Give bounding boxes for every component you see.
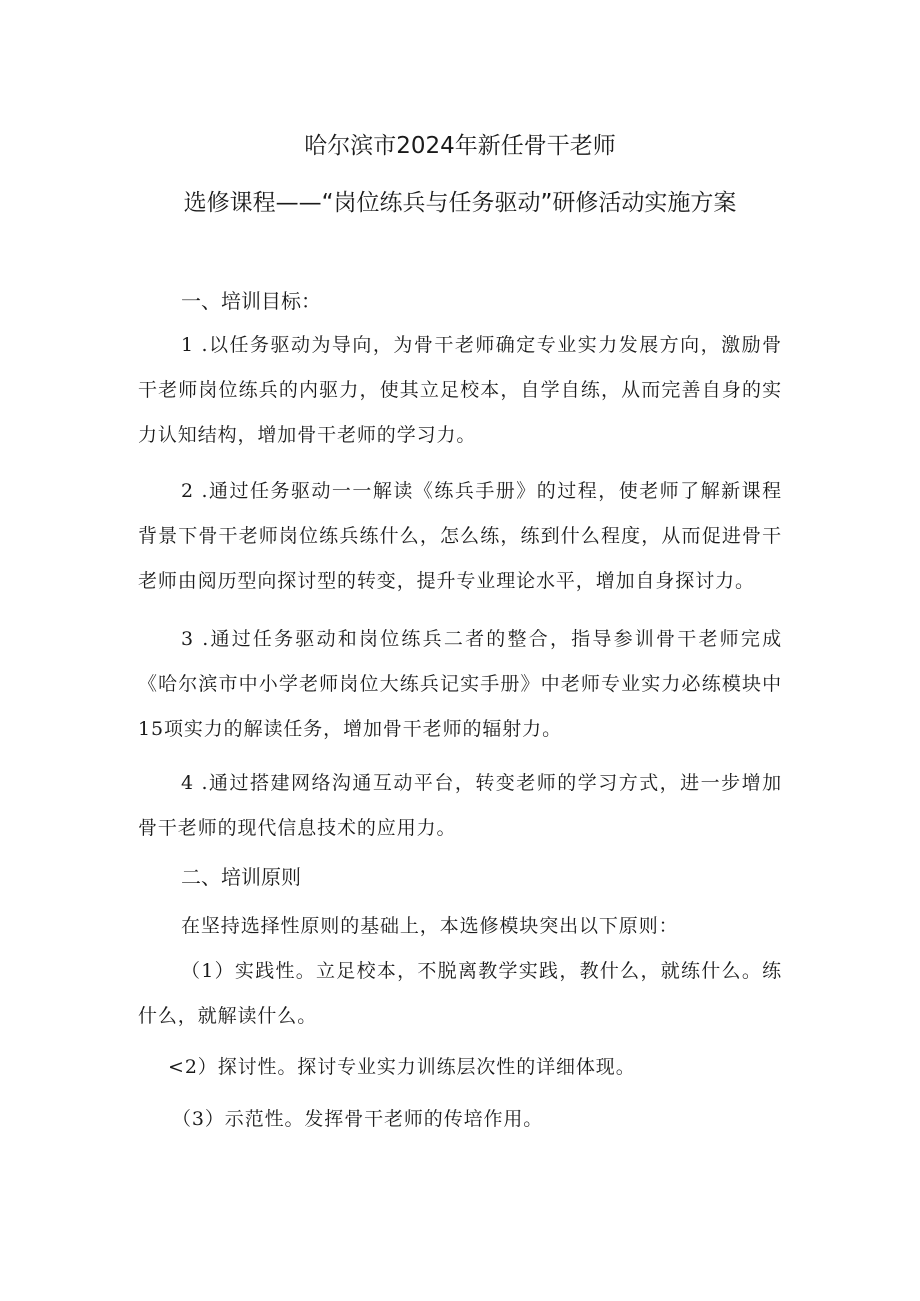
goal-item-4: 4 .通过搭建网络沟通互动平台，转变老师的学习方式，进一步增加骨干老师的现代信息技术的应用力。 bbox=[138, 772, 782, 839]
document-title: 哈尔滨市2024年新任骨干老师 bbox=[304, 133, 616, 159]
goal-item-1: 1 .以任务驱动为导向，为骨干老师确定专业实力发展方向，激励骨干老师岗位练兵的内驱力，使其立足校本，自学自练，从而完善自身的实力认知结构，增加骨干老师的学习力。 bbox=[138, 334, 782, 446]
section-2-heading: 二、培训原则 bbox=[181, 865, 301, 889]
principles-intro: 在坚持选择性原则的基础上，本选修模块突出以下原则： bbox=[181, 915, 679, 937]
principle-item-2: <2）探讨性。探讨专业实力训练层次性的详细体现。 bbox=[168, 1056, 636, 1078]
goal-item-2: 2 .通过任务驱动一一解读《练兵手册》的过程，使老师了解新课程背景下骨干老师岗位练兵练什么，怎么练，练到什么程度，从而促进骨干老师由阅历型向探讨型的转变，提升专业理论水平，增加自身探讨力。 bbox=[138, 480, 782, 592]
principle-item-3: （3）示范性。发挥骨干老师的传培作用。 bbox=[172, 1108, 544, 1130]
section-1-heading: 一、培训目标： bbox=[181, 289, 321, 313]
goal-item-3: 3 .通过任务驱动和岗位练兵二者的整合，指导参训骨干老师完成《哈尔滨市中小学老师岗位大练兵记实手册》中老师专业实力必练模块中15项实力的解读任务，增加骨干老师的辐射力。 bbox=[138, 628, 782, 740]
document-subtitle: 选修课程——“岗位练兵与任务驱动”研修活动实施方案 bbox=[183, 190, 737, 216]
principle-item-1: （1）实践性。立足校本，不脱离教学实践，教什么，就练什么。练什么，就解读什么。 bbox=[138, 960, 782, 1027]
